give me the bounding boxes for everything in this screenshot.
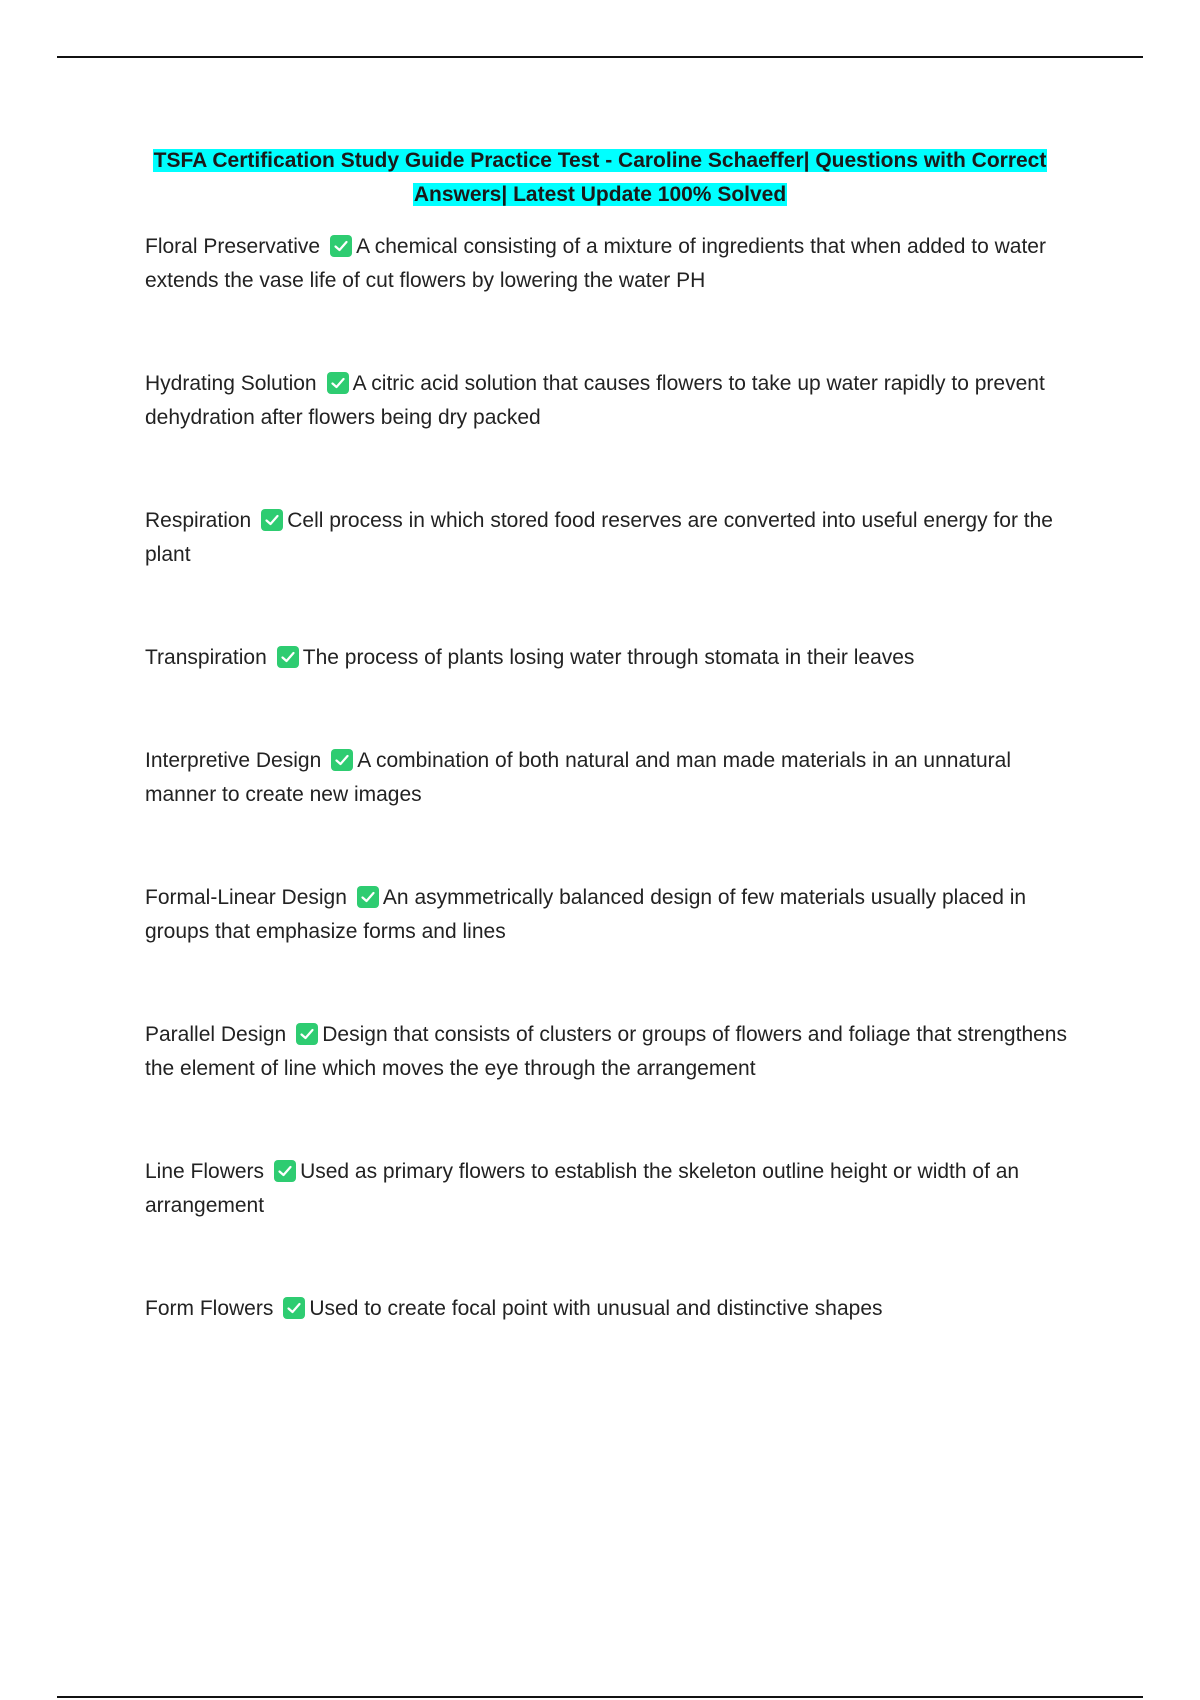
entry-term: Floral Preservative (145, 235, 321, 258)
title-line-2: Answers| Latest Update 100% Solved (413, 183, 787, 206)
checkmark-icon (274, 1160, 296, 1182)
entry-term: Transpiration (145, 646, 267, 669)
entry-definition: The process of plants losing water through stomata in their leaves (302, 646, 915, 669)
checkmark-icon (261, 509, 283, 531)
definition-entry (145, 744, 1080, 812)
checkmark-icon (330, 235, 352, 257)
entry-definition: Cell process in which stored food reserves are converted into useful energy for the plant (145, 509, 1053, 566)
definition-entry (145, 641, 1080, 675)
entry-term: Form Flowers (145, 1297, 274, 1320)
definition-entry (145, 504, 1080, 572)
entry-definition: An asymmetrically balanced design of few materials usually placed in groups that emphasize forms and lines (145, 886, 1027, 943)
checkmark-icon (331, 749, 353, 771)
entry-definition: A citric acid solution that causes flowers to take up water rapidly to prevent dehydration after flowers being dry packed (145, 372, 1045, 429)
checkmark-icon (283, 1297, 305, 1319)
entry-definition: A combination of both natural and man made materials in an unnatural manner to create new images (145, 749, 1012, 806)
header-rule (57, 56, 1143, 58)
entry-definition: A chemical consisting of a mixture of ingredients that when added to water extends the vase life of cut flowers by lowering the water PH (145, 235, 1046, 292)
definition-entry (145, 230, 1080, 298)
definition-entry (145, 367, 1080, 435)
definition-entry (145, 1292, 1080, 1326)
definition-entry (145, 1155, 1080, 1223)
definition-entry (145, 1018, 1080, 1086)
checkmark-icon (277, 646, 299, 668)
entry-term: Interpretive Design (145, 749, 322, 772)
entry-term: Respiration (145, 509, 252, 532)
entry-definition: Used as primary flowers to establish the skeleton outline height or width of an arrangement (145, 1160, 1020, 1217)
title-line-1: TSFA Certification Study Guide Practice Test - Caroline Schaeffer| Questions with Correct (153, 149, 1047, 172)
definition-list (145, 230, 1080, 1326)
entry-term: Parallel Design (145, 1023, 287, 1046)
entry-definition: Design that consists of clusters or groups of flowers and foliage that strengthens the element of line which moves the eye through the arrangement (145, 1023, 1067, 1080)
entry-term: Line Flowers (145, 1160, 265, 1183)
entry-term: Formal-Linear Design (145, 886, 347, 909)
entry-definition: Used to create focal point with unusual and distinctive shapes (309, 1297, 883, 1320)
footer-rule (57, 1696, 1143, 1698)
checkmark-icon (296, 1023, 318, 1045)
checkmark-icon (357, 886, 379, 908)
checkmark-icon (327, 372, 349, 394)
document-title (120, 144, 1080, 212)
entry-term: Hydrating Solution (145, 372, 317, 395)
definition-entry (145, 881, 1080, 949)
